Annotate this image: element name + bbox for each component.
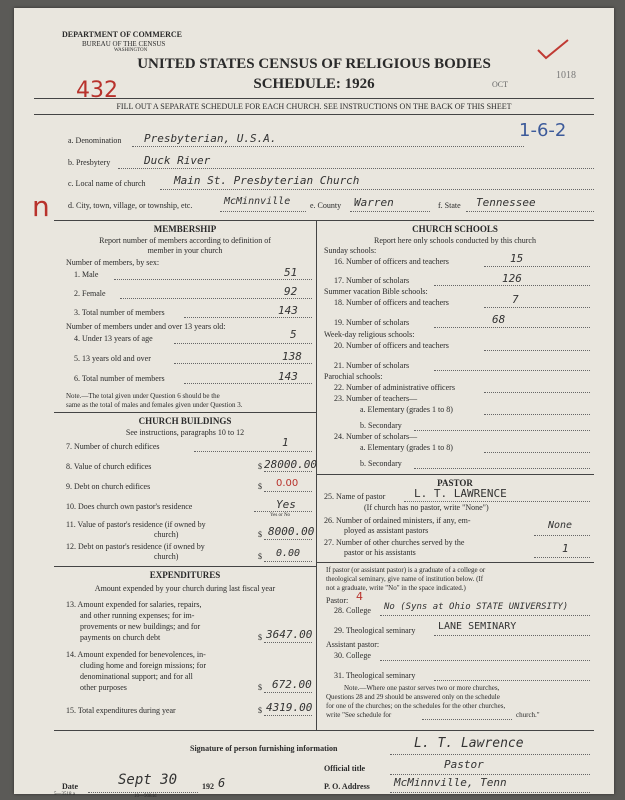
- q27-label: 27. Number of other churches served by the: [324, 538, 465, 547]
- line: [184, 317, 312, 318]
- church-name-value: Main St. Presbyterian Church: [174, 174, 360, 187]
- q21-label: 21. Number of scholars: [334, 361, 410, 370]
- form-code: 5—3518 a: [54, 792, 75, 797]
- q16-value: 15: [510, 252, 524, 265]
- membership-intro: member in your church: [147, 246, 223, 255]
- q2-label: 2. Female: [74, 289, 106, 298]
- q22-label: 22. Number of administrative officers: [334, 383, 455, 392]
- q29-label: 29. Theological seminary: [334, 626, 416, 635]
- line: [434, 635, 590, 636]
- q26-label: 26. Number of ordained ministers, if any, em-: [324, 516, 471, 525]
- signature-value: L. T. Lawrence: [414, 736, 524, 751]
- q18-value: 7: [512, 293, 519, 306]
- q24b-label: b. Secondary: [360, 459, 402, 468]
- top-right-number: 1018: [556, 70, 576, 81]
- line: [484, 414, 590, 415]
- dept-label: DEPARTMENT OF COMMERCE: [62, 30, 183, 39]
- line: [114, 279, 312, 280]
- rule: [316, 474, 594, 475]
- census-form-page: [14, 8, 614, 799]
- line: [484, 452, 590, 453]
- line: [174, 363, 312, 364]
- asst-subhead: Assistant pastor:: [326, 640, 380, 649]
- line: [534, 535, 590, 536]
- q27-label-cont: pastor or his assistants: [344, 548, 416, 557]
- line: [264, 692, 312, 693]
- city-field-value: McMinnville: [224, 196, 291, 207]
- q4-label: 4. Under 13 years of age: [74, 334, 153, 343]
- q24-label: 24. Number of scholars—: [334, 432, 418, 441]
- red-mark: n: [32, 190, 50, 223]
- pastor-note: Questions 28 and 29 should be answered only on the schedule: [326, 693, 500, 701]
- line: [390, 754, 590, 755]
- parochial-label: Parochial schools:: [324, 372, 383, 381]
- q13-value: 3647.00: [266, 628, 313, 641]
- county-label: e. County: [310, 201, 342, 210]
- summer-label: Summer vacation Bible schools:: [324, 287, 428, 296]
- q29-value: LANE SEMINARY: [438, 621, 517, 632]
- schedule-title: SCHEDULE: 1926: [253, 76, 375, 92]
- line: [434, 680, 590, 681]
- q8-value: 28000.00: [264, 458, 317, 471]
- q17-value: 126: [502, 272, 522, 285]
- buildings-title: CHURCH BUILDINGS: [138, 416, 232, 426]
- q16-label: 16. Number of officers and teachers: [334, 257, 449, 266]
- q26-label-cont: ployed as assistant pastors: [344, 526, 429, 535]
- line: [174, 343, 312, 344]
- instruction-line: FILL OUT A SEPARATE SCHEDULE FOR EACH CHURCH. SEE INSTRUCTIONS ON THE BACK OF THIS SHEET: [116, 102, 512, 111]
- grad-note: not a graduate, write "No" in the space indicated.): [326, 584, 466, 592]
- q14-value: 672.00: [272, 678, 312, 691]
- q7-label: 7. Number of church edifices: [66, 442, 160, 451]
- grad-note: theological seminary, give name of institution below. (If: [326, 575, 484, 583]
- q10-value: Yes: [276, 498, 296, 511]
- q11-label: 11. Value of pastor's residence (if owned by: [66, 520, 206, 529]
- q28-label: 28. College: [334, 606, 371, 615]
- q12-value: 0.00: [276, 548, 301, 559]
- line: [132, 146, 524, 147]
- state-label: f. State: [438, 201, 461, 210]
- membership-note: Note.—The total given under Question 6 should be the: [66, 392, 220, 400]
- q13-label-cont: provements or new buildings; and for: [80, 622, 201, 631]
- rule: [316, 562, 594, 563]
- q14-label-cont: other purposes: [80, 683, 127, 692]
- line: [120, 298, 312, 299]
- official-title-value: Pastor: [444, 758, 484, 771]
- line: [414, 468, 590, 469]
- q12-label: 12. Debt on pastor's residence (if owned by: [66, 542, 205, 551]
- q11-value: 8000.00: [268, 525, 315, 538]
- line: [404, 501, 590, 502]
- q1-value: 51: [284, 266, 298, 279]
- line: [88, 792, 198, 793]
- rule: [34, 98, 594, 99]
- line: [484, 350, 590, 351]
- q17-label: 17. Number of scholars: [334, 276, 410, 285]
- dollar-sign: $: [258, 706, 262, 715]
- rule: [54, 412, 316, 413]
- q3-label: 3. Total number of members: [74, 308, 165, 317]
- denomination-value: Presbyterian, U.S.A.: [144, 132, 277, 145]
- q26-value: None: [548, 520, 573, 531]
- age-head-label: Number of members under and over 13 years old:: [66, 322, 226, 331]
- presbytery-value: Duck River: [144, 154, 211, 167]
- line: [484, 392, 590, 393]
- rule: [54, 566, 316, 567]
- line: [254, 511, 312, 512]
- denomination-label: a. Denomination: [68, 136, 122, 145]
- q25-label: 25. Name of pastor: [324, 492, 386, 501]
- grad-note: If pastor (or assistant pastor) is a graduate of a college or: [326, 566, 486, 574]
- line: [534, 557, 590, 558]
- q9-value: 0.00: [276, 478, 299, 489]
- church-name-label: c. Local name of church: [68, 179, 146, 188]
- q2-value: 92: [284, 285, 298, 298]
- dollar-sign: $: [258, 633, 262, 642]
- po-address-value: McMinnville, Tenn: [394, 776, 507, 789]
- q5-value: 138: [282, 350, 302, 363]
- membership-intro: Report number of members according to definition of: [99, 236, 271, 245]
- dollar-sign: $: [258, 683, 262, 692]
- line: [414, 430, 590, 431]
- q13-label-cont: and other running expenses; for im-: [80, 611, 195, 620]
- q24a-label: a. Elementary (grades 1 to 8): [360, 443, 453, 452]
- q14-label: 14. Amount expended for benevolences, in-: [66, 650, 206, 659]
- q6-value: 143: [278, 370, 298, 383]
- pastor-note: for one of the churches; on the schedules for the other churches,: [326, 702, 506, 710]
- membership-note: same as the total of males and females given under Question 3.: [66, 401, 243, 409]
- q13-label: 13. Amount expended for salaries, repairs,: [66, 600, 202, 609]
- pastor-subhead: Pastor:: [326, 596, 349, 605]
- line: [390, 792, 590, 793]
- year-prefix: 192: [202, 782, 214, 791]
- po-address-label: P. O. Address: [324, 782, 370, 791]
- line: [380, 615, 590, 616]
- city-field-label: d. City, town, village, or township, etc.: [68, 201, 193, 210]
- line: [264, 491, 312, 492]
- line: [264, 715, 312, 716]
- q15-value: 4319.00: [266, 701, 313, 714]
- q7-value: 1: [282, 436, 289, 449]
- q27-value: 1: [562, 542, 569, 555]
- line: [390, 774, 590, 775]
- rule: [54, 730, 594, 731]
- q14-label-cont: cluding home and foreign missions; for: [80, 661, 206, 670]
- county-value: Warren: [354, 196, 394, 209]
- rule: [54, 220, 594, 221]
- city-label: WASHINGTON: [114, 48, 148, 53]
- presbytery-label: b. Presbytery: [68, 158, 111, 167]
- q28-value: No (Syns at Ohio STATE UNIVERSITY): [384, 602, 569, 612]
- line: [434, 370, 590, 371]
- q19-value: 68: [492, 313, 506, 326]
- q1-label: 1. Male: [74, 270, 99, 279]
- bureau-label: BUREAU OF THE CENSUS: [82, 40, 166, 48]
- check-mark-icon: [534, 36, 574, 66]
- q9-label: 9. Debt on church edifices: [66, 482, 151, 491]
- line: [422, 719, 512, 720]
- q12-label-cont: church): [154, 552, 179, 561]
- q23a-label: a. Elementary (grades 1 to 8): [360, 405, 453, 414]
- line: [264, 539, 312, 540]
- line: [380, 660, 590, 661]
- state-value: Tennessee: [476, 196, 536, 209]
- line: [118, 168, 594, 169]
- form-title: UNITED STATES CENSUS OF RELIGIOUS BODIES: [137, 56, 491, 72]
- signature-label: Signature of person furnishing information: [190, 744, 338, 753]
- line: [194, 451, 312, 452]
- dollar-sign: $: [258, 552, 262, 561]
- dollar-sign: $: [258, 530, 262, 539]
- blue-code: 1-6-2: [519, 120, 567, 141]
- sunday-label: Sunday schools:: [324, 246, 377, 255]
- membership-title: MEMBERSHIP: [153, 224, 217, 234]
- q19-label: 19. Number of scholars: [334, 318, 410, 327]
- line: [350, 211, 430, 212]
- line: [434, 327, 590, 328]
- q31-label: 31. Theological seminary: [334, 671, 416, 680]
- pastor-note: write "See schedule for: [326, 711, 392, 719]
- yes-no-hint: Yes or No: [270, 513, 291, 518]
- stamp-date: OCT: [492, 80, 508, 89]
- expenditures-title: EXPENDITURES: [149, 570, 221, 580]
- by-sex-label: Number of members, by sex:: [66, 258, 160, 267]
- q3-value: 143: [278, 304, 298, 317]
- buildings-intro: See instructions, paragraphs 10 to 12: [125, 428, 245, 437]
- pastor-title: PASTOR: [437, 478, 473, 488]
- q14-label-cont: denominational support; and for all: [80, 672, 193, 681]
- line: [264, 471, 312, 472]
- line: [466, 211, 594, 212]
- q13-label-cont: payments on church debt: [80, 633, 161, 642]
- print-code: 10—9084d: [134, 794, 157, 799]
- line: [264, 642, 312, 643]
- official-title-label: Official title: [324, 764, 366, 773]
- q23-label: 23. Number of teachers—: [334, 394, 418, 403]
- q5-label: 5. 13 years old and over: [74, 354, 151, 363]
- line: [160, 189, 594, 190]
- line: [484, 307, 590, 308]
- schools-title: CHURCH SCHOOLS: [412, 224, 498, 234]
- q10-label: 10. Does church own pastor's residence: [66, 502, 193, 511]
- line: [220, 211, 306, 212]
- q28-mark: 4: [356, 590, 363, 603]
- year-value: 6: [218, 776, 226, 790]
- column-divider: [316, 220, 317, 730]
- line: [264, 561, 312, 562]
- schools-intro: Report here only schools conducted by this church: [374, 236, 536, 245]
- line: [434, 285, 590, 286]
- date-label: Date: [62, 782, 78, 791]
- q6-label: 6. Total number of members: [74, 374, 165, 383]
- rule: [34, 114, 594, 115]
- line: [484, 266, 590, 267]
- q15-label: 15. Total expenditures during year: [66, 706, 176, 715]
- pastor-note: Note.—Where one pastor serves two or more churches,: [344, 684, 500, 692]
- date-value: Sept 30: [118, 772, 178, 788]
- weekday-label: Week-day religious schools:: [324, 330, 415, 339]
- pastor-note: church.": [516, 711, 540, 719]
- q8-label: 8. Value of church edifices: [66, 462, 152, 471]
- q11-label-cont: church): [154, 530, 179, 539]
- q20-label: 20. Number of officers and teachers: [334, 341, 449, 350]
- q23b-label: b. Secondary: [360, 421, 402, 430]
- line: [184, 383, 312, 384]
- dollar-sign: $: [258, 462, 262, 471]
- q18-label: 18. Number of officers and teachers: [334, 298, 449, 307]
- q30-label: 30. College: [334, 651, 371, 660]
- q25-value: L. T. LAWRENCE: [414, 487, 507, 500]
- q4-value: 5: [290, 328, 297, 341]
- q25-note: (If church has no pastor, write "None"): [364, 503, 489, 512]
- red-number: 432: [76, 78, 118, 103]
- expenditures-intro: Amount expended by your church during last fiscal year: [94, 584, 276, 593]
- dollar-sign: $: [258, 482, 262, 491]
